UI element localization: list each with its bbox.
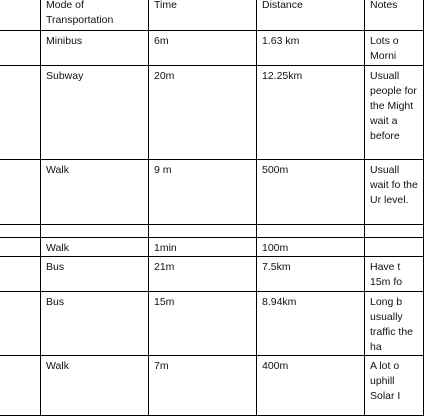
header-cell-distance[interactable]: Distance <box>257 0 365 31</box>
notes-cell[interactable]: Usuall people for the Might wait a before <box>365 66 424 160</box>
table-row <box>0 66 424 160</box>
distance-cell[interactable]: 12.25km <box>257 66 365 160</box>
header-row <box>0 0 424 31</box>
notes-cell[interactable]: A lot o uphill Solar I <box>365 356 424 416</box>
notes-cell[interactable]: Lots o Morni <box>365 31 424 66</box>
mode-cell[interactable]: Bus <box>41 257 149 292</box>
table-row <box>0 160 424 225</box>
distance-cell[interactable]: 500m <box>257 160 365 225</box>
row-index-cell[interactable] <box>0 292 41 356</box>
notes-cell[interactable]: Long b usually traffic the ha <box>365 292 424 356</box>
header-cell-mode[interactable]: Mode of Transportation <box>41 0 149 31</box>
mode-cell[interactable]: Walk <box>41 238 149 257</box>
mode-cell[interactable]: Minibus <box>41 31 149 66</box>
notes-cell[interactable]: Usuall wait fo the Ur level. <box>365 160 424 225</box>
table-row <box>0 356 424 416</box>
distance-cell[interactable] <box>257 225 365 238</box>
row-index-cell[interactable] <box>0 257 41 292</box>
row-index-cell[interactable] <box>0 31 41 66</box>
row-index-cell[interactable] <box>0 160 41 225</box>
time-cell[interactable] <box>149 225 257 238</box>
header-cell-index[interactable] <box>0 0 41 31</box>
mode-cell[interactable]: Bus <box>41 292 149 356</box>
table-row <box>0 257 424 292</box>
row-index-cell[interactable] <box>0 66 41 160</box>
table-row <box>0 238 424 257</box>
time-cell[interactable]: 15m <box>149 292 257 356</box>
table-row <box>0 225 424 238</box>
time-cell[interactable]: 1min <box>149 238 257 257</box>
time-cell[interactable]: 21m <box>149 257 257 292</box>
distance-cell[interactable]: 400m <box>257 356 365 416</box>
row-index-cell[interactable] <box>0 238 41 257</box>
table-row <box>0 292 424 356</box>
time-cell[interactable]: 6m <box>149 31 257 66</box>
table-row <box>0 31 424 66</box>
notes-cell[interactable] <box>365 225 424 238</box>
row-index-cell[interactable] <box>0 225 41 238</box>
distance-cell[interactable]: 8.94km <box>257 292 365 356</box>
row-index-cell[interactable] <box>0 356 41 416</box>
mode-cell[interactable]: Walk <box>41 160 149 225</box>
notes-cell[interactable]: Have t 15m fo <box>365 257 424 292</box>
distance-cell[interactable]: 7.5km <box>257 257 365 292</box>
notes-cell[interactable] <box>365 238 424 257</box>
distance-cell[interactable]: 100m <box>257 238 365 257</box>
header-cell-time[interactable]: Time <box>149 0 257 31</box>
distance-cell[interactable]: 1.63 km <box>257 31 365 66</box>
mode-cell[interactable]: Walk <box>41 356 149 416</box>
header-cell-notes[interactable]: Notes <box>365 0 424 31</box>
mode-cell[interactable] <box>41 225 149 238</box>
time-cell[interactable]: 20m <box>149 66 257 160</box>
time-cell[interactable]: 9 m <box>149 160 257 225</box>
time-cell[interactable]: 7m <box>149 356 257 416</box>
mode-cell[interactable]: Subway <box>41 66 149 160</box>
